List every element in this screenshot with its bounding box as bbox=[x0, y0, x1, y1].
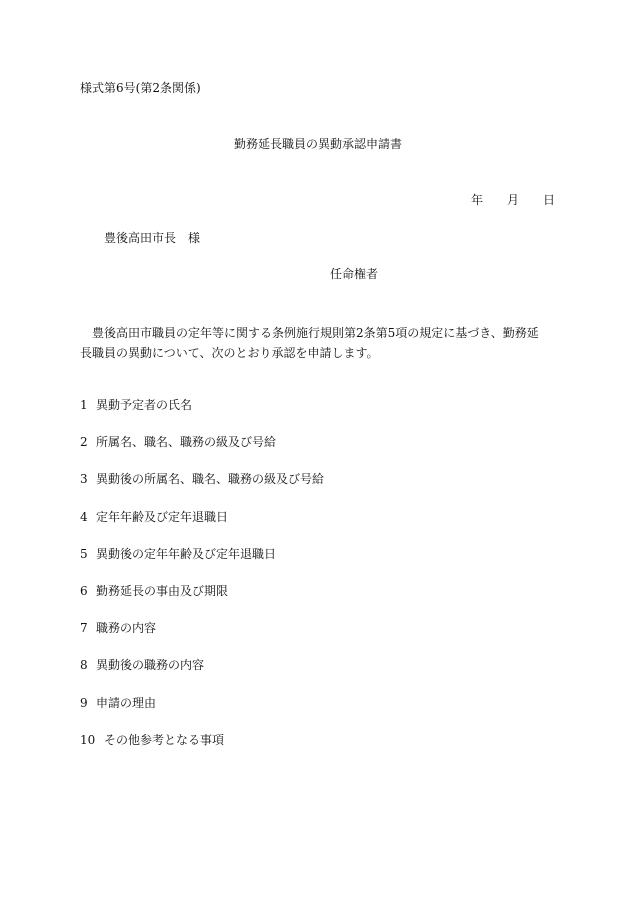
item-number: 5 bbox=[80, 547, 88, 561]
item-text: 勤務延長の事由及び期限 bbox=[96, 584, 229, 598]
item-number: 2 bbox=[80, 435, 88, 449]
year-label: 年 bbox=[471, 193, 484, 207]
list-item bbox=[80, 734, 224, 746]
body-paragraph: 豊後高田市職員の定年等に関する条例施行規則第2条第5項の規定に基づき、勤務延長職員の異動について、次のとおり承認を申請します。 bbox=[80, 326, 539, 360]
item-text: 異動予定者の氏名 bbox=[96, 398, 193, 412]
item-number: 9 bbox=[80, 696, 88, 710]
document-title: 勤務延長職員の異動承認申請書 bbox=[234, 137, 403, 151]
list-item bbox=[80, 659, 204, 671]
date-line bbox=[471, 194, 555, 206]
list-item bbox=[80, 585, 228, 597]
appointer-label: 任命権者 bbox=[330, 267, 379, 281]
list-item bbox=[80, 511, 228, 523]
list-item bbox=[80, 697, 156, 709]
item-number: 4 bbox=[80, 510, 88, 524]
item-number: 3 bbox=[80, 472, 88, 486]
item-text: 異動後の所属名、職名、職務の級及び号給 bbox=[96, 472, 325, 486]
list-item bbox=[80, 622, 156, 634]
list-item bbox=[80, 436, 276, 448]
item-text: 定年年齢及び定年退職日 bbox=[96, 510, 229, 524]
day-label: 日 bbox=[543, 193, 556, 207]
item-text: 異動後の定年年齢及び定年退職日 bbox=[96, 547, 277, 561]
item-number: 7 bbox=[80, 621, 88, 635]
list-item bbox=[80, 548, 276, 560]
item-number: 1 bbox=[80, 398, 88, 412]
addressee-name: 豊後高田市長 bbox=[104, 231, 177, 245]
item-number: 8 bbox=[80, 658, 88, 672]
form-label: 様式第6号(第2条関係) bbox=[80, 81, 201, 95]
item-number: 10 bbox=[80, 733, 96, 747]
item-text: その他参考となる事項 bbox=[104, 733, 225, 747]
item-text: 所属名、職名、職務の級及び号給 bbox=[96, 435, 277, 449]
item-text: 申請の理由 bbox=[96, 696, 157, 710]
addressee-honorific: 様 bbox=[188, 231, 201, 245]
item-text: 異動後の職務の内容 bbox=[96, 658, 205, 672]
month-label: 月 bbox=[507, 193, 520, 207]
list-item bbox=[80, 473, 324, 485]
addressee bbox=[104, 232, 200, 244]
item-number: 6 bbox=[80, 584, 88, 598]
item-text: 職務の内容 bbox=[96, 621, 157, 635]
list-item bbox=[80, 399, 192, 411]
